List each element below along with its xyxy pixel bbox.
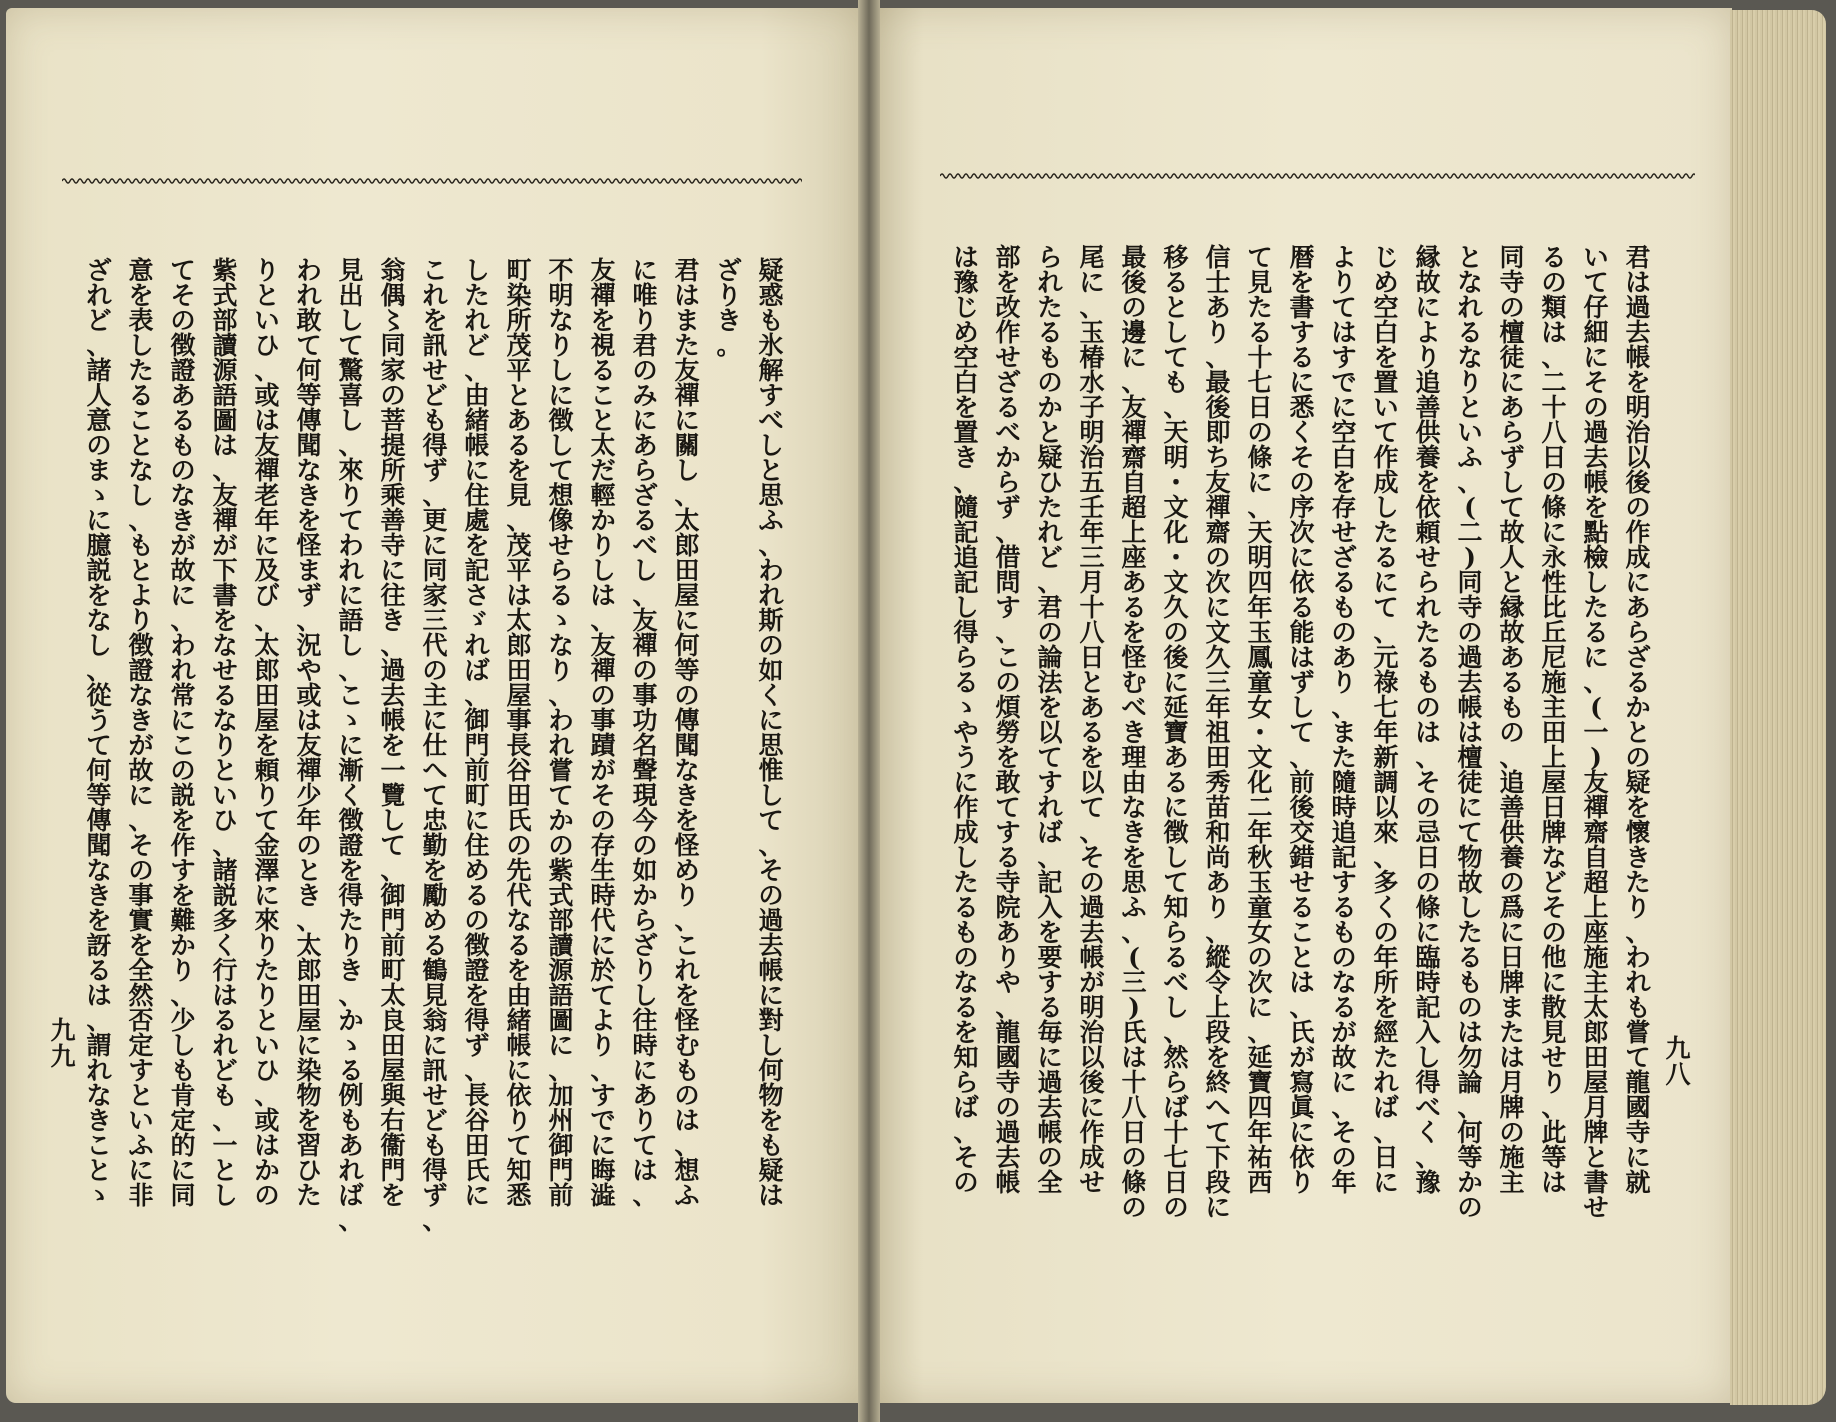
text-column: い て 仔 細 に そ の 過 去 帳 を 點 檢 し た る に 、 ( 一 ) 友 禪 齋 自 超 上 座 施 主 太 郎 田 屋 月 牌 と 書 せ (1583, 243, 1609, 1222)
text-column: 縁 故 に よ り 追 善 供 養 を 依 頼 せ ら れ た る も の は 、 そ の 忌 日 の 條 に 臨 時 記 入 し 得 べ く 、 豫 (1415, 243, 1441, 1197)
text-column: 尾 に 、 玉 椿 水 子 明 治 五 壬 年 三 月 十 八 日 と あ る を 以 て 、 そ の 過 去 帳 が 明 治 以 後 に 作 成 せ (1079, 243, 1105, 1197)
text-column: て 見 た る 十 七 日 の 條 に 、 天 明 四 年 玉 鳳 童 女 ・ 文 化 二 年 秋 玉 童 女 の 次 に 、 延 寶 四 年 祐 西 (1247, 243, 1273, 1197)
text-column: 町 染 所 茂 平 と あ る を 見 、 茂 平 は 太 郎 田 屋 事 長 谷 田 氏 の 先 代 な る を 由 緒 帳 に 依 り て 知 悉 (506, 256, 532, 1210)
text-column: て そ の 徴 證 あ る も の な き が 故 に 、 わ れ 常 に こ の 説 を 作 す を 難 か り 、 少 し も 肯 定 的 に 同 (170, 256, 196, 1210)
text-column: 疑 惑 も 氷 解 す べ し と 思 ふ 、 わ れ 斯 の 如 く に 思 惟 し て 、 そ の 過 去 帳 に 對 し 何 物 を も 疑 は (758, 256, 784, 1210)
text-column: 紫 式 部 讀 源 語 圖 は 、 友 禪 が 下 書 を な せ る な り と い ひ 、 諸 説 多 く 行 は る れ ど も 、 一 と し (212, 256, 238, 1210)
page-number-right: 九 八 (1665, 1034, 1691, 1089)
text-column: 同 寺 の 檀 徒 に あ ら ず し て 故 人 と 縁 故 あ る も の 、 追 善 供 養 の 爲 に 日 牌 ま た は 月 牌 の 施 主 (1499, 243, 1525, 1197)
text-column: し た れ ど 、 由 緒 帳 に 住 處 を 記 さ ゞ れ ば 、 御 門 前 町 に 住 め る の 徴 證 を 得 ず 、 長 谷 田 氏 に (464, 256, 490, 1210)
text-column: ざ れ ど 、 諸 人 意 の ま ゝ に 臆 説 を な し 、 從 う て 何 等 傳 聞 な き を 訝 る は 、 謂 れ な き こ と ゝ (86, 256, 112, 1210)
left-page-text (78, 258, 792, 1308)
text-column: 翁 偶 〻 同 家 の 菩 提 所 乘 善 寺 に 往 き 、 過 去 帳 を 一 覽 し て 、 御 門 前 町 太 良 田 屋 與 右 衞 門 を (380, 256, 406, 1210)
text-column: る の 類 は 、 二 十 八 日 の 條 に 永 性 比 丘 尼 施 主 田 上 屋 日 牌 な ど そ の 他 に 散 見 せ り 、 此 等 は (1541, 243, 1567, 1197)
text-column: わ れ 敢 て 何 等 傳 聞 な き を 怪 ま ず 、 況 や 或 は 友 禪 少 年 の と き 、 太 郎 田 屋 に 染 物 を 習 ひ た (296, 256, 322, 1210)
text-column: と な れ る な り と い ふ 、 ( 二 ) 同 寺 の 過 去 帳 は 檀 徒 に て 物 故 し た る も の は 勿 論 、 何 等 か の (1457, 243, 1483, 1222)
text-column: り と い ひ 、 或 は 友 禪 老 年 に 及 び 、 太 郎 田 屋 を 頼 り て 金 澤 に 來 り た り と い ひ 、 或 は か の (254, 256, 280, 1210)
text-column: 移 る と し て も 、 天 明 ・ 文 化 ・ 文 久 の 後 に 延 寶 あ る に 徴 し て 知 ら る べ し 、 然 ら ば 十 七 日 の (1163, 243, 1189, 1222)
page-edges (1730, 10, 1826, 1405)
text-column: 友 禪 を 視 る こ と 太 だ 輕 か り し は 、 友 禪 の 事 蹟 が そ の 存 生 時 代 に 於 て よ り 、 す で に 晦 澁 (590, 256, 616, 1210)
text-column: 君 は 過 去 帳 を 明 治 以 後 の 作 成 に あ ら ざ る か と の 疑 を 懷 き た り 、 わ れ も 嘗 て 龍 國 寺 に 就 (1625, 243, 1651, 1197)
text-column: よ り て は す で に 空 白 を 存 せ ざ る も の あ り 、 ま た 隨 時 追 記 す る も の な る が 故 に 、 そ の 年 (1331, 243, 1357, 1197)
text-column: 信 士 あ り 、 最 後 即 ち 友 禪 齋 の 次 に 文 久 三 年 祖 田 秀 苗 和 尚 あ り 、 縱 令 上 段 を 終 へ て 下 段 に (1205, 243, 1231, 1222)
text-column: に 唯 り 君 の み に あ ら ざ る べ し 、 友 禪 の 事 功 名 聲 現 今 の 如 か ら ざ り し 往 時 に あ り て は 、 (632, 256, 658, 1210)
book-gutter (858, 0, 880, 1422)
text-column: は 豫 じ め 空 白 を 置 き 、 隨 記 追 記 し 得 ら る ゝ や う に 作 成 し た る も の な る を 知 ら ば 、 そ の (953, 243, 979, 1197)
text-column: 暦 を 書 す る に 悉 く そ の 序 次 に 依 る 能 は ず し て 、 前 後 交 錯 せ る こ と は 、 氏 が 寫 眞 に 依 り (1289, 243, 1315, 1197)
right-page-text (945, 245, 1659, 1315)
wavy-rule-left (62, 176, 802, 186)
text-column: 最 後 の 邊 に 、 友 禪 齋 自 超 上 座 あ る を 怪 む べ き 理 由 な き を 思 ふ 、 ( 三 ) 氏 は 十 八 日 の 條 の (1121, 243, 1147, 1222)
wavy-rule-right (940, 171, 1695, 181)
text-column: こ れ を 訊 せ ど も 得 ず 、 更 に 同 家 三 代 の 主 に 仕 へ て 忠 勤 を 勵 め る 鶴 見 翁 に 訊 せ ど も 得 ず 、 (422, 256, 448, 1235)
page-number-left: 九 九 (50, 1016, 76, 1071)
text-column: 部 を 改 作 せ ざ る べ か ら ず 、 借 問 す 、 こ の 煩 勞 を 敢 て す る 寺 院 あ り や 、 龍 國 寺 の 過 去 帳 (995, 243, 1021, 1197)
text-column: 見 出 し て 驚 喜 し 、 來 り て わ れ に 語 し 、 こ ゝ に 漸 く 徴 證 を 得 た り き 、 か ゝ る 例 も あ れ ば 、 (338, 256, 364, 1235)
text-column: 君 は ま た 友 禪 に 關 し 、 太 郎 田 屋 に 何 等 の 傳 聞 な き を 怪 め り 、 こ れ を 怪 む も の は 、 想 ふ (674, 256, 700, 1210)
text-column: ざ り き 。 (716, 256, 742, 360)
text-column: じ め 空 白 を 置 い て 作 成 し た る に て 、 元 祿 七 年 新 調 以 來 、 多 く の 年 所 を 經 た れ ば 、 日 に (1373, 243, 1399, 1197)
text-column: 不 明 な り し に 徴 し て 想 像 せ ら る ゝ な り 、 わ れ 嘗 て か の 紫 式 部 讀 源 語 圖 に 、 加 州 御 門 前 (548, 256, 574, 1210)
text-column: 意 を 表 し た る こ と な し 、 も と よ り 徴 證 な き が 故 に 、 そ の 事 實 を 全 然 否 定 す と い ふ に 非 (128, 256, 154, 1210)
text-column: ら れ た る も の か と 疑 ひ た れ ど 、 君 の 論 法 を 以 て す れ ば 、 記 入 を 要 す る 毎 に 過 去 帳 の 全 (1037, 243, 1063, 1197)
